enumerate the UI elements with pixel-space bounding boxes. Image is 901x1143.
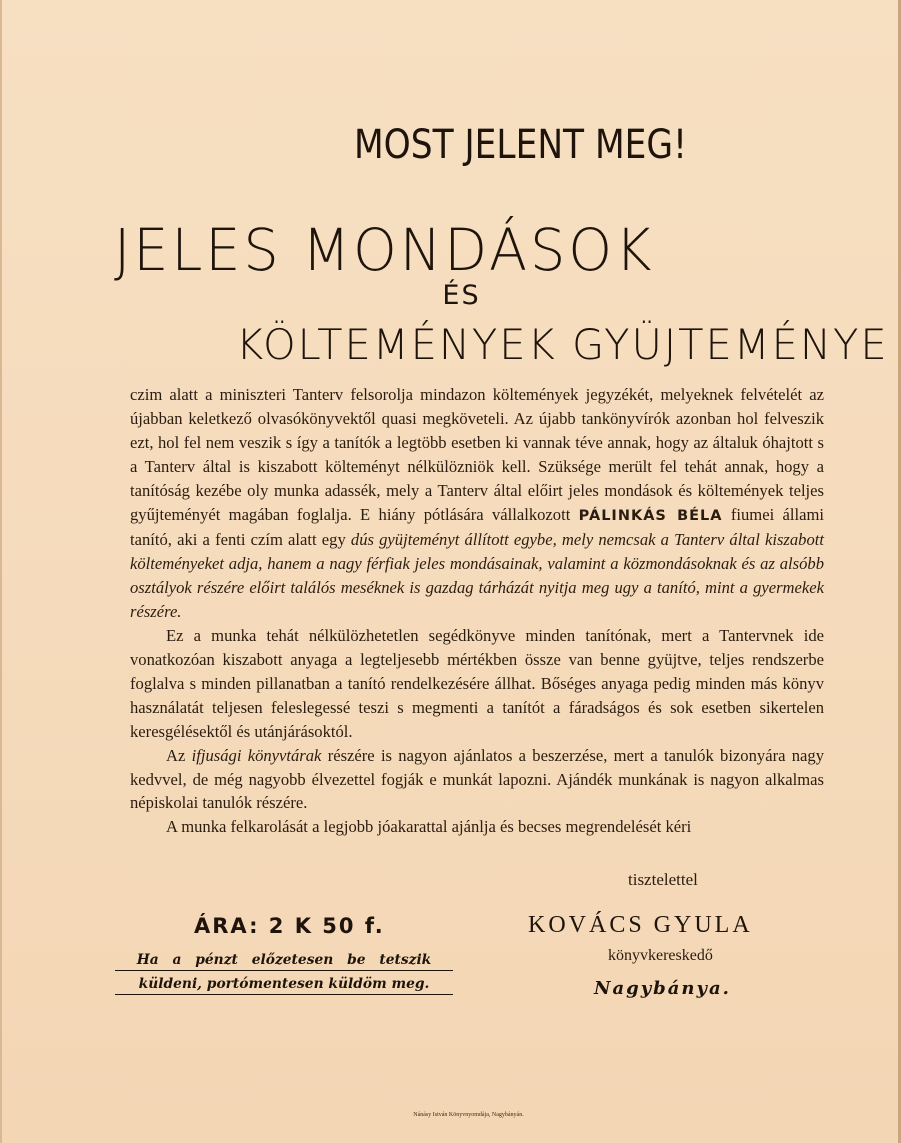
title-line-3: KÖLTEMÉNYEK GYÜJTEMÉNYE bbox=[236, 320, 889, 369]
greeting: tisztelettel bbox=[628, 870, 698, 889]
paragraph-1-text-b: fiumei állami tanító, aki a fenti czím alatt egy bbox=[130, 504, 824, 550]
paragraph-2: Ez a munka tehát nélkülözhetetlen segédkönyve minden tanítónak, mert a Tantervnek ide vonatkozóan kiszabott anyaga a legteljesebb mértékben össze van benne gyüjtve, teljes rendszerbe foglalva s minden pillanatban a tanító rendelkezésére állhat. Bőséges anyaga pedig minden más könyv használatát teljesen feleslegessé teszi s megmenti a tanítót a fáradságos és sok esetben sikertelen keresgélésektől és utánjárásoktól. bbox=[130, 626, 824, 741]
seller-city: Nagybánya. bbox=[594, 978, 731, 999]
seller-role: könyvkereskedő bbox=[608, 947, 713, 964]
title-line-1: JELES MONDÁSOK bbox=[114, 216, 655, 284]
author-name: PÁLINKÁS BÉLA bbox=[578, 507, 723, 524]
headline: MOST JELENT MEG! bbox=[354, 122, 687, 168]
printer-imprint: Nánásy István Könyvnyomdája, Nagybányán. bbox=[413, 1112, 524, 1118]
paragraph-3-italic: ifjusági könyvtárak bbox=[191, 745, 322, 765]
paragraph-3-text-a: Az bbox=[166, 745, 186, 765]
paragraph-4: A munka felkarolását a legjobb jóakarattal ajánlja és becses megrendelését kéri bbox=[166, 817, 692, 837]
postage-note-line-2: küldeni, portómentesen küldöm meg. bbox=[115, 975, 453, 995]
paragraph-1 bbox=[130, 383, 824, 624]
paragraph-3-text-b: részére is nagyon ajánlatos a beszerzése, mert a tanulók bizonyára nagy kedvvel, de még nagyobb élvezettel fogják e munkát lapozni. Ajándék munkának is nagyon alkalmas népiskolai tanulók részére. bbox=[130, 745, 824, 813]
title-line-2: ÉS bbox=[442, 280, 481, 311]
paragraph-1-text-a: czim alatt a miniszteri Tanterv felsorolja mindazon költemények jegyzékét, melyeknek felvételét az újabban keletkező olvasókönyvektől quasi megköveteli. Az újabb tankönyvírók azonban hol felveszik ezt, hol fel nem veszik s így a tanítók a legtöbb esetben ki vannak téve annak, hogy az általuk óhajtott s a Tanterv által is kiszabott költeményt nélkülözniök kell. Szüksége merült fel tehát annak, hogy a tanítóság kezébe oly munka adassék, mely a Tanterv által előirt jeles mondások és költemények teljes gyűjteményét magában foglalja. E hiány pótlására vállalkozott bbox=[130, 385, 824, 524]
paragraph-1-italic: dús gyüjteményt állított egybe, mely nemcsak a Tanterv által kiszabott költeményeket adja, hanem a nagy férfiak jeles mondásainak, valamint a közmondásoknak és az alsóbb osztályok részére előirt találós meséknek is gazdag tárházát nyitja meg ugy a tanító, mint a gyermekek részére. bbox=[130, 530, 824, 622]
postage-note-line-1: Ha a pénzt előzetesen be tetszik bbox=[115, 951, 453, 971]
price: ÁRA: 2 K 50 f. bbox=[194, 914, 385, 938]
body-text bbox=[130, 383, 824, 839]
seller-name: KOVÁCS GYULA bbox=[528, 912, 753, 938]
paragraph-3 bbox=[130, 744, 824, 816]
